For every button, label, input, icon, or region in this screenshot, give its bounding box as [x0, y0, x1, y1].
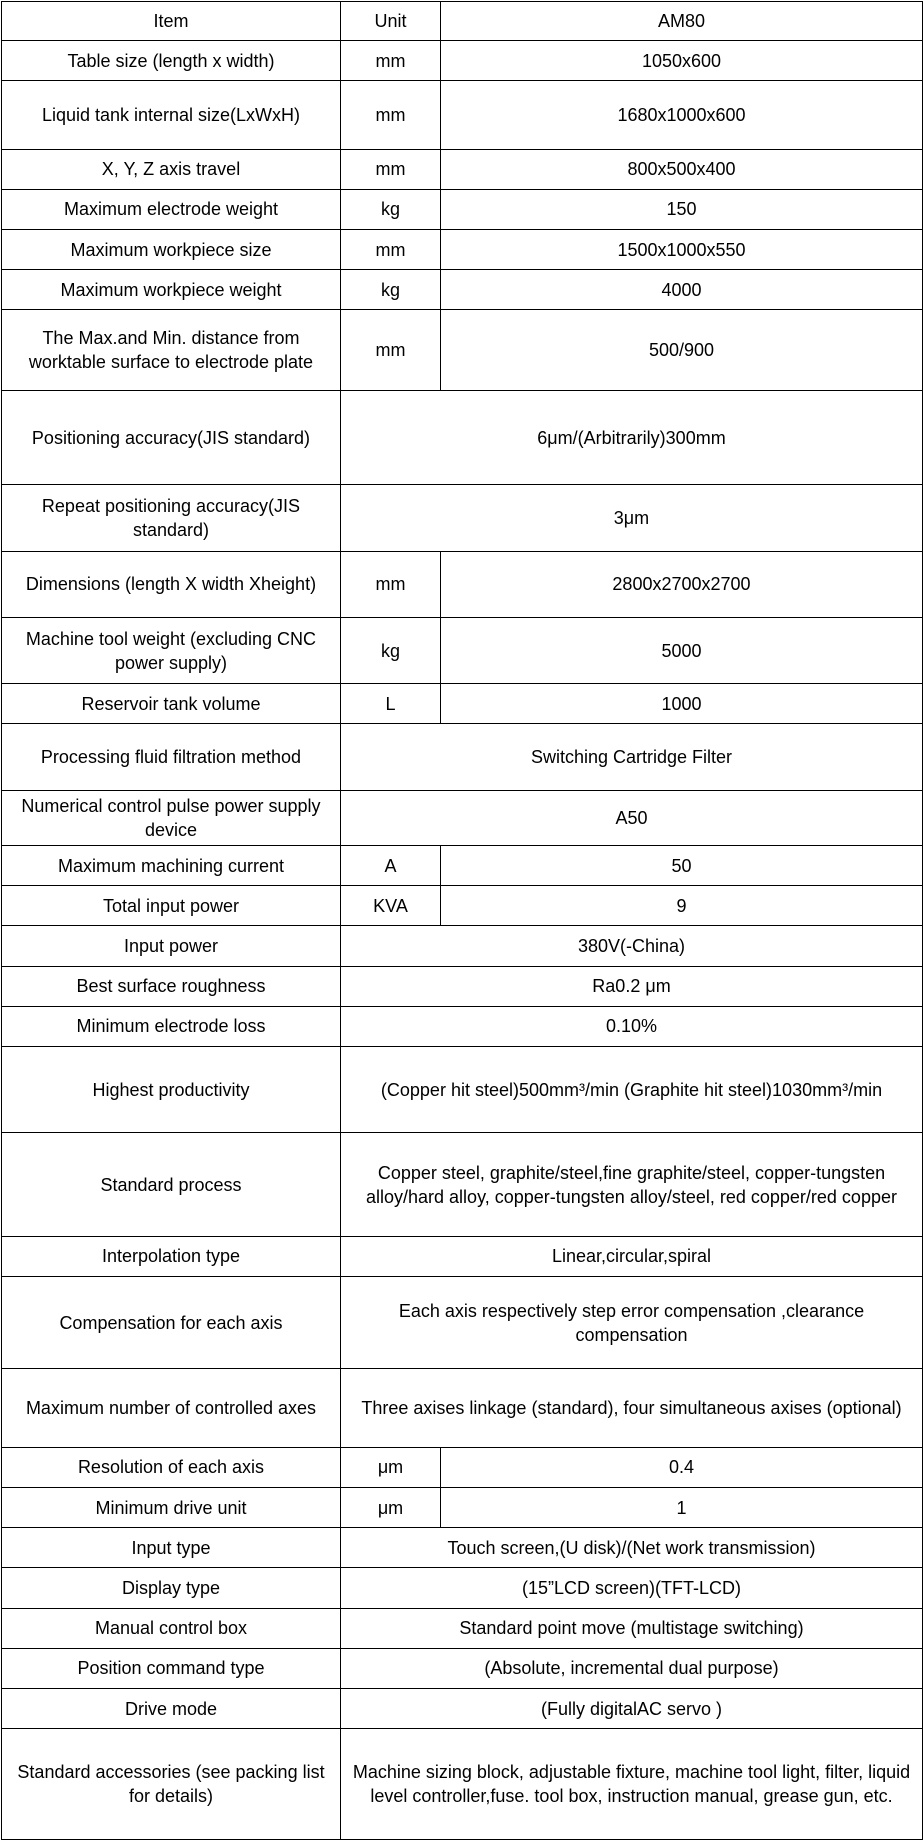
item-cell: Maximum number of controlled axes — [2, 1369, 341, 1447]
value-cell-merged: Switching Cartridge Filter — [341, 724, 923, 790]
table-row — [2, 1277, 923, 1369]
table-row — [2, 230, 923, 270]
item-cell: Standard process — [2, 1133, 341, 1237]
value-cell: 500/900 — [441, 310, 923, 390]
value-cell-merged: 0.10% — [341, 1006, 923, 1046]
value-cell-merged: Touch screen,(U disk)/(Net work transmission) — [341, 1528, 923, 1568]
value-cell-merged: Copper steel, graphite/steel,fine graphite/steel, copper-tungsten alloy/hard alloy, copper-tungsten alloy/steel, red copper/red copper — [341, 1133, 923, 1237]
spec-table-body — [2, 2, 923, 1840]
table-row — [2, 684, 923, 724]
table-row — [2, 149, 923, 189]
unit-cell: mm — [341, 41, 441, 81]
table-row — [2, 551, 923, 617]
item-cell: Input power — [2, 926, 341, 966]
item-cell: Standard accessories (see packing list for details) — [2, 1729, 341, 1840]
item-cell: Liquid tank internal size(LxWxH) — [2, 81, 341, 149]
table-row — [2, 310, 923, 390]
table-row — [2, 966, 923, 1006]
item-cell: Maximum electrode weight — [2, 189, 341, 229]
value-cell: 50 — [441, 846, 923, 886]
table-row — [2, 1568, 923, 1608]
item-cell: Dimensions (length X width Xheight) — [2, 551, 341, 617]
item-cell: Best surface roughness — [2, 966, 341, 1006]
value-cell-merged: 380V(-China) — [341, 926, 923, 966]
table-row — [2, 1447, 923, 1487]
table-row — [2, 1046, 923, 1132]
value-cell: 0.4 — [441, 1447, 923, 1487]
table-row — [2, 1006, 923, 1046]
item-cell: Numerical control pulse power supply device — [2, 790, 341, 845]
unit-cell: kg — [341, 270, 441, 310]
item-cell: Highest productivity — [2, 1046, 341, 1132]
header-unit: Unit — [341, 2, 441, 41]
item-cell: Manual control box — [2, 1608, 341, 1648]
spec-table — [1, 1, 923, 1840]
value-cell-merged: 3μm — [341, 485, 923, 551]
table-row — [2, 724, 923, 790]
value-cell: 1000 — [441, 684, 923, 724]
table-row — [2, 1608, 923, 1648]
unit-cell: KVA — [341, 886, 441, 926]
table-row — [2, 1648, 923, 1688]
value-cell-merged: Ra0.2 μm — [341, 966, 923, 1006]
item-cell: Display type — [2, 1568, 341, 1608]
item-cell: Maximum workpiece weight — [2, 270, 341, 310]
value-cell: 1500x1000x550 — [441, 230, 923, 270]
item-cell: Input type — [2, 1528, 341, 1568]
unit-cell: mm — [341, 230, 441, 270]
item-cell: Position command type — [2, 1648, 341, 1688]
table-row — [2, 390, 923, 484]
item-cell: Compensation for each axis — [2, 1277, 341, 1369]
item-cell: Total input power — [2, 886, 341, 926]
value-cell: 1050x600 — [441, 41, 923, 81]
table-row — [2, 270, 923, 310]
table-row — [2, 1528, 923, 1568]
unit-cell: L — [341, 684, 441, 724]
value-cell: 4000 — [441, 270, 923, 310]
value-cell: 150 — [441, 189, 923, 229]
value-cell: 800x500x400 — [441, 149, 923, 189]
table-row — [2, 790, 923, 845]
value-cell: 1680x1000x600 — [441, 81, 923, 149]
value-cell: 5000 — [441, 617, 923, 683]
table-row — [2, 1729, 923, 1840]
table-row — [2, 1236, 923, 1276]
item-cell: X, Y, Z axis travel — [2, 149, 341, 189]
value-cell: 1 — [441, 1488, 923, 1528]
item-cell: Repeat positioning accuracy(JIS standard) — [2, 485, 341, 551]
item-cell: Table size (length x width) — [2, 41, 341, 81]
unit-cell: mm — [341, 310, 441, 390]
unit-cell: μm — [341, 1447, 441, 1487]
unit-cell: mm — [341, 149, 441, 189]
value-cell: 9 — [441, 886, 923, 926]
table-row — [2, 1488, 923, 1528]
table-row — [2, 926, 923, 966]
value-cell-merged: Three axises linkage (standard), four simultaneous axises (optional) — [341, 1369, 923, 1447]
value-cell-merged: (Absolute, incremental dual purpose) — [341, 1648, 923, 1688]
item-cell: Interpolation type — [2, 1236, 341, 1276]
item-cell: Maximum machining current — [2, 846, 341, 886]
table-row — [2, 617, 923, 683]
item-cell: The Max.and Min. distance from worktable surface to electrode plate — [2, 310, 341, 390]
item-cell: Positioning accuracy(JIS standard) — [2, 390, 341, 484]
item-cell: Reservoir tank volume — [2, 684, 341, 724]
table-row — [2, 81, 923, 149]
table-row — [2, 886, 923, 926]
table-row — [2, 1369, 923, 1447]
unit-cell: mm — [341, 81, 441, 149]
item-cell: Drive mode — [2, 1688, 341, 1728]
item-cell: Resolution of each axis — [2, 1447, 341, 1487]
value-cell-merged: Each axis respectively step error compensation ,clearance compensation — [341, 1277, 923, 1369]
item-cell: Maximum workpiece size — [2, 230, 341, 270]
unit-cell: mm — [341, 551, 441, 617]
unit-cell: μm — [341, 1488, 441, 1528]
item-cell: Machine tool weight (excluding CNC power supply) — [2, 617, 341, 683]
unit-cell: A — [341, 846, 441, 886]
value-cell-merged: 6μm/(Arbitrarily)300mm — [341, 390, 923, 484]
unit-cell: kg — [341, 189, 441, 229]
header-item: Item — [2, 2, 341, 41]
unit-cell: kg — [341, 617, 441, 683]
table-row — [2, 846, 923, 886]
item-cell: Minimum electrode loss — [2, 1006, 341, 1046]
table-row — [2, 1133, 923, 1237]
table-row — [2, 41, 923, 81]
value-cell-merged: A50 — [341, 790, 923, 845]
value-cell-merged: Linear,circular,spiral — [341, 1236, 923, 1276]
value-cell-merged: Machine sizing block, adjustable fixture, machine tool light, filter, liquid level controller,fuse. tool box, instruction manual, grease gun, etc. — [341, 1729, 923, 1840]
table-row — [2, 485, 923, 551]
item-cell: Minimum drive unit — [2, 1488, 341, 1528]
table-row — [2, 1688, 923, 1728]
value-cell-merged: (15”LCD screen)(TFT-LCD) — [341, 1568, 923, 1608]
value-cell-merged: (Copper hit steel)500mm³/min (Graphite hit steel)1030mm³/min — [341, 1046, 923, 1132]
header-row — [2, 2, 923, 41]
value-cell: 2800x2700x2700 — [441, 551, 923, 617]
header-model: AM80 — [441, 2, 923, 41]
value-cell-merged: (Fully digitalAC servo ) — [341, 1688, 923, 1728]
item-cell: Processing fluid filtration method — [2, 724, 341, 790]
value-cell-merged: Standard point move (multistage switching) — [341, 1608, 923, 1648]
table-row — [2, 189, 923, 229]
